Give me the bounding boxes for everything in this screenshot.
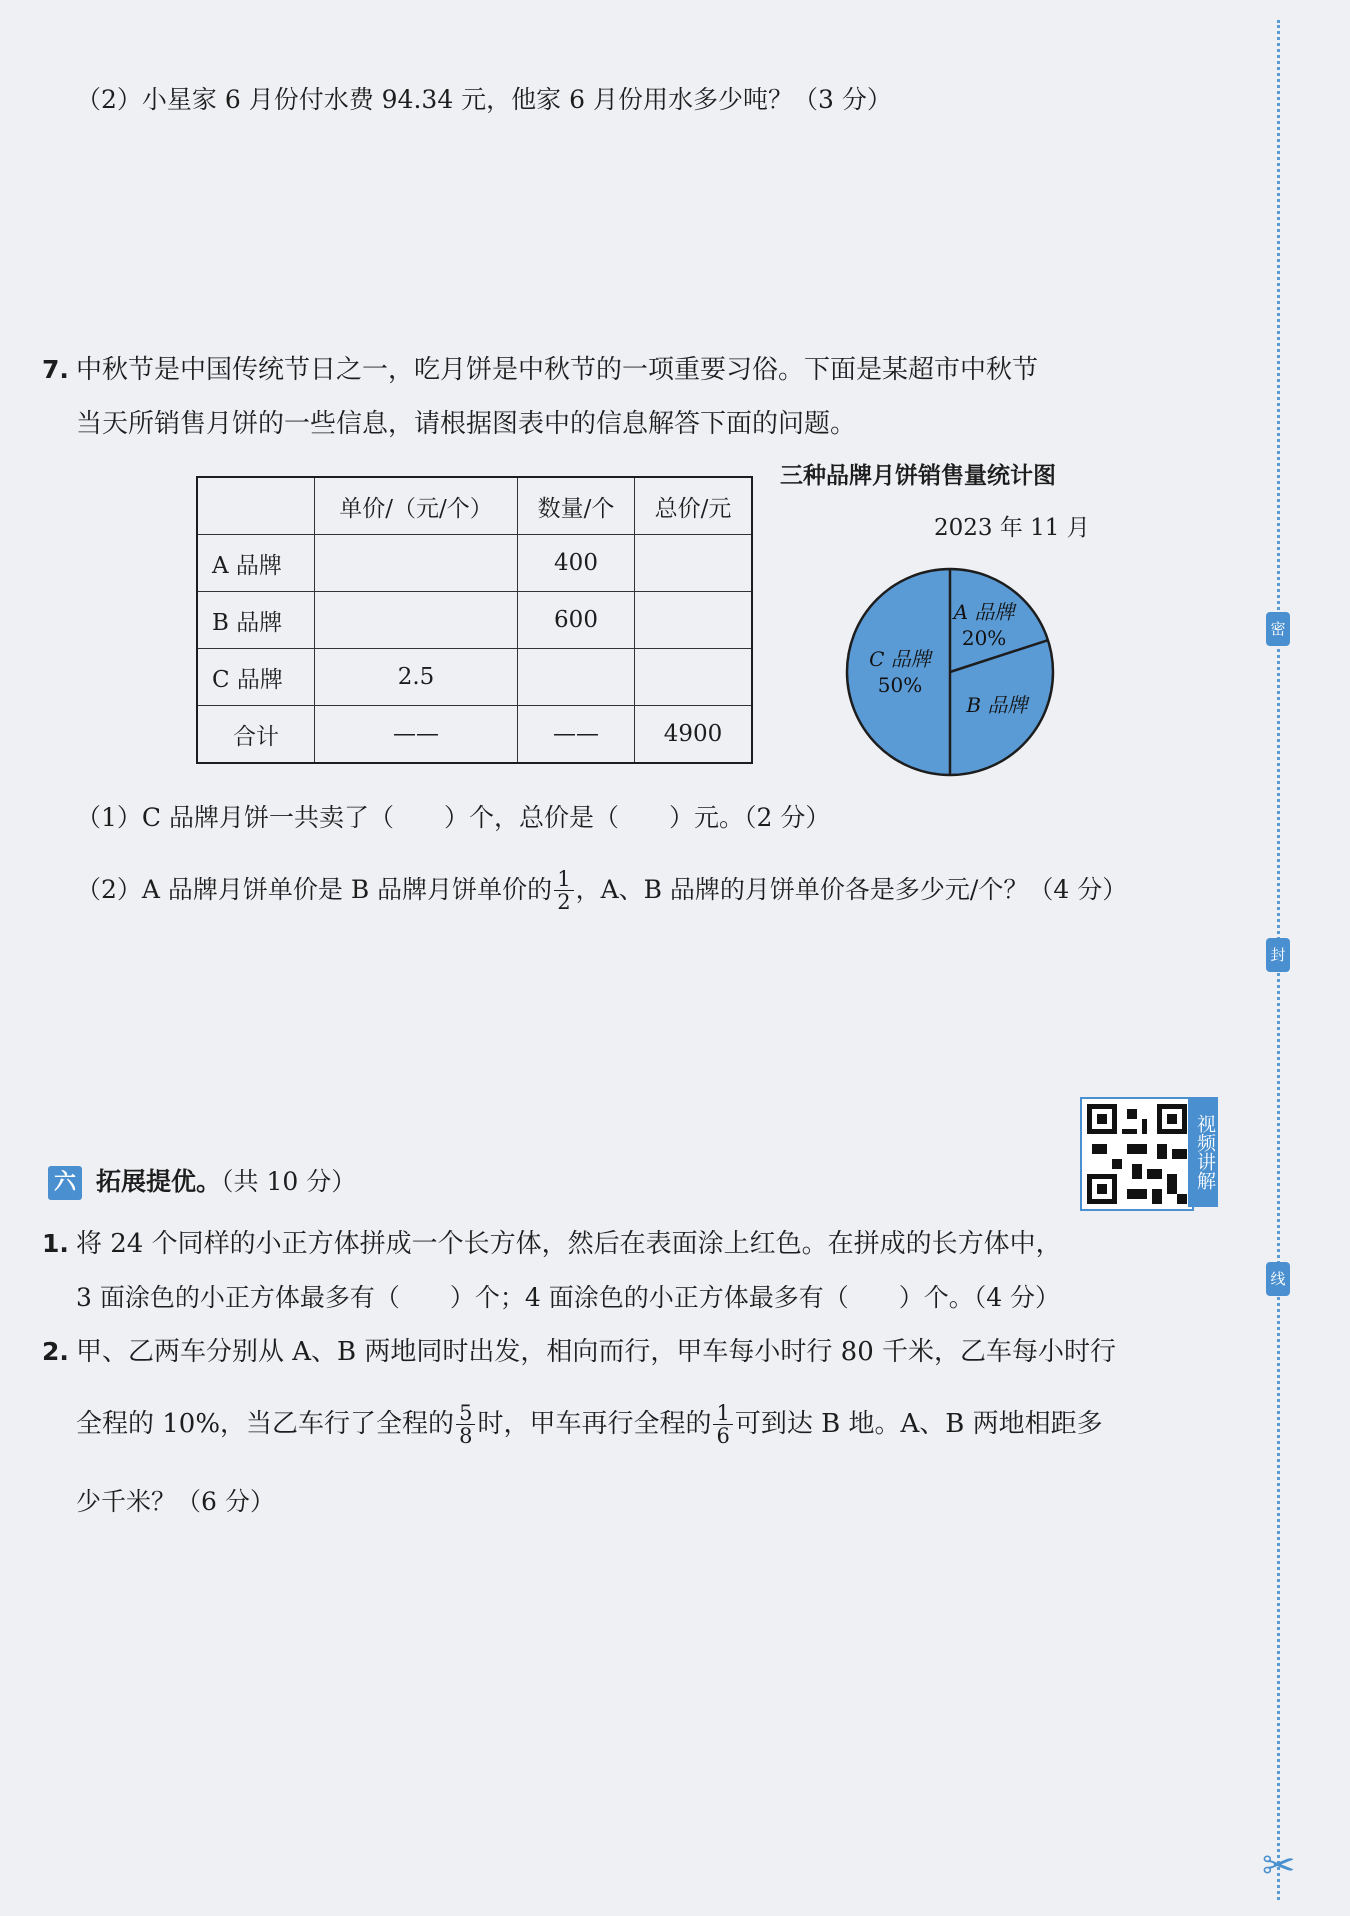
qr-code-icon xyxy=(1082,1099,1192,1209)
s6-question-2-text-b: 时，甲车再行全程的 xyxy=(477,1408,712,1439)
table-cell xyxy=(315,592,518,649)
table-cell: 2.5 xyxy=(315,649,518,706)
question-7-line1: 中秋节是中国传统节日之一，吃月饼是中秋节的一项重要习俗。下面是某超市中秋节 xyxy=(76,355,1039,385)
s6-question-2-line3: 少千米？（6 分） xyxy=(76,1487,275,1516)
s6-question-1-line1: 将 24 个同样的小正方体拼成一个长方体，然后在表面涂上红色。在拼成的长方体中， xyxy=(76,1229,1062,1259)
table-header-row xyxy=(197,477,752,535)
table-cell: 4900 xyxy=(635,706,753,764)
s6-question-2-line1: 甲、乙两车分别从 A、B 两地同时出发，相向而行，甲车每小时行 80 千米，乙车每小时行 xyxy=(76,1337,1117,1367)
fraction-denominator: 2 xyxy=(554,890,573,913)
s6-question-1-number: 1. xyxy=(42,1229,69,1258)
chart-title: 三种品牌月饼销售量统计图 xyxy=(780,463,1056,489)
s6-question-2-text-a: 全程的 10%，当乙车行了全程的 xyxy=(76,1408,455,1439)
table-cell xyxy=(518,649,635,706)
seal-tab-mi: 密 xyxy=(1266,612,1290,646)
table-cell xyxy=(315,535,518,592)
question-7-sub2-text-a: （2）A 品牌月饼单价是 B 品牌月饼单价的 xyxy=(76,875,553,905)
table-header-cell: 单价/（元/个） xyxy=(315,477,518,535)
chart-subtitle: 2023 年 11 月 xyxy=(934,515,1090,541)
qr-code[interactable] xyxy=(1080,1097,1194,1211)
section-6-heading xyxy=(96,1166,356,1199)
s6-question-2-number: 2. xyxy=(42,1337,69,1366)
question-6-2: （2）小星家 6 月份付水费 94.34 元，他家 6 月份用水多少吨？（3 分） xyxy=(76,85,892,114)
s6-question-2-text-c: 可到达 B 地。A、B 两地相距多 xyxy=(734,1408,1103,1439)
table-cell: A 品牌 xyxy=(197,535,315,592)
fraction-denominator: 8 xyxy=(456,1424,475,1447)
video-explanation-label[interactable]: 视频讲解 xyxy=(1188,1097,1218,1207)
table-cell: —— xyxy=(315,706,518,764)
table-cell: 合计 xyxy=(197,706,315,764)
pie-label-c-percent: 50% xyxy=(877,673,923,697)
table-row xyxy=(197,535,752,592)
table-cell xyxy=(635,649,753,706)
seal-tab-feng: 封 xyxy=(1266,938,1290,972)
question-7-line2: 当天所销售月饼的一些信息，请根据图表中的信息解答下面的问题。 xyxy=(76,409,857,439)
pie-label-a-percent: 20% xyxy=(961,626,1007,651)
section-6-points: （共 10 分） xyxy=(221,1167,357,1196)
question-7-number: 7. xyxy=(42,355,69,384)
s6-question-2-line2 xyxy=(76,1402,1103,1447)
table-cell: C 品牌 xyxy=(197,649,315,706)
scissors-icon: ✂ xyxy=(1262,1843,1296,1889)
fraction-numerator: 1 xyxy=(716,1401,730,1425)
pie-label-c: C 品牌 xyxy=(869,647,931,671)
moon-cake-table xyxy=(196,476,753,764)
pie-chart xyxy=(840,562,1060,782)
question-7-sub2-text-b: ，A、B 品牌的月饼单价各是多少元/个？（4 分） xyxy=(575,875,1128,905)
table-cell: 400 xyxy=(518,535,635,592)
table-cell xyxy=(635,592,753,649)
question-7-sub2 xyxy=(76,868,1127,913)
fraction-numerator: 1 xyxy=(557,867,571,891)
fraction-denominator: 6 xyxy=(713,1424,732,1447)
s6-question-1-line2: 3 面涂色的小正方体最多有（ ）个；4 面涂色的小正方体最多有（ ）个。（4 分） xyxy=(76,1283,1061,1312)
fraction-one-half xyxy=(554,868,573,913)
fraction-one-sixth xyxy=(713,1402,732,1447)
table-cell: B 品牌 xyxy=(197,592,315,649)
table-cell xyxy=(635,535,753,592)
section-6-badge: 六 xyxy=(48,1166,82,1200)
table-cell: 600 xyxy=(518,592,635,649)
pie-label-a: A 品牌 xyxy=(953,600,1015,625)
table-header-cell xyxy=(197,477,315,535)
section-6-title: 拓展提优。 xyxy=(96,1167,222,1196)
fraction-numerator: 5 xyxy=(459,1401,473,1425)
seal-tab-xian: 线 xyxy=(1266,1262,1290,1296)
pie-label-b: B 品牌 xyxy=(966,693,1028,718)
table-row xyxy=(197,649,752,706)
table-row xyxy=(197,706,752,764)
table-header-cell: 总价/元 xyxy=(635,477,753,535)
question-7-sub1: （1）C 品牌月饼一共卖了（ ）个，总价是（ ）元。（2 分） xyxy=(76,803,831,832)
table-row xyxy=(197,592,752,649)
table-header-cell: 数量/个 xyxy=(518,477,635,535)
table-cell: —— xyxy=(518,706,635,764)
fraction-five-eighths xyxy=(456,1402,475,1447)
